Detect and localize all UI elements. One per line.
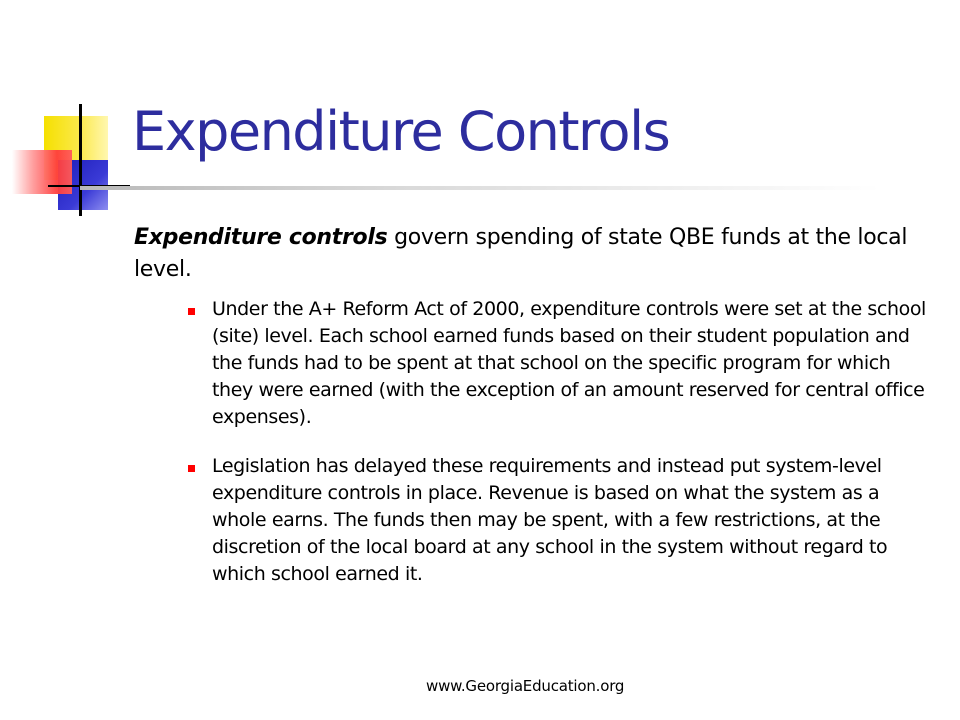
red-square-decoration [12,150,72,194]
bullet-square-icon [188,308,195,315]
title-underline [80,186,880,190]
bullet-text: Legislation has delayed these requirements and instead put system-level expenditure controls in place. Revenue is based on what the system as a whole earns. The funds then may be spent, with a few restrictions, at the discretion of the local board at any school in the system without regard to which school earned it. [212,455,888,585]
intro-emphasis: Expenditure controls [134,225,388,250]
bullet-square-icon [188,465,195,472]
corner-decoration [0,0,140,230]
bullet-list [188,296,928,610]
bullet-item [188,453,928,588]
bullet-text: Under the A+ Reform Act of 2000, expenditure controls were set at the school (site) level. Each school earned funds based on their student population and the funds had to be spent at that school on the specific program for which they were earned (with the exception of an amount reserved for central office expenses). [212,298,926,428]
vertical-line-decoration [79,104,82,216]
intro-text: govern spending of state QBE funds at the local level. [134,225,908,282]
footer-url: www.GeorgiaEducation.org [426,677,625,695]
intro-paragraph [134,222,934,286]
slide-title: Expenditure Controls [132,100,670,163]
bullet-item [188,296,928,431]
